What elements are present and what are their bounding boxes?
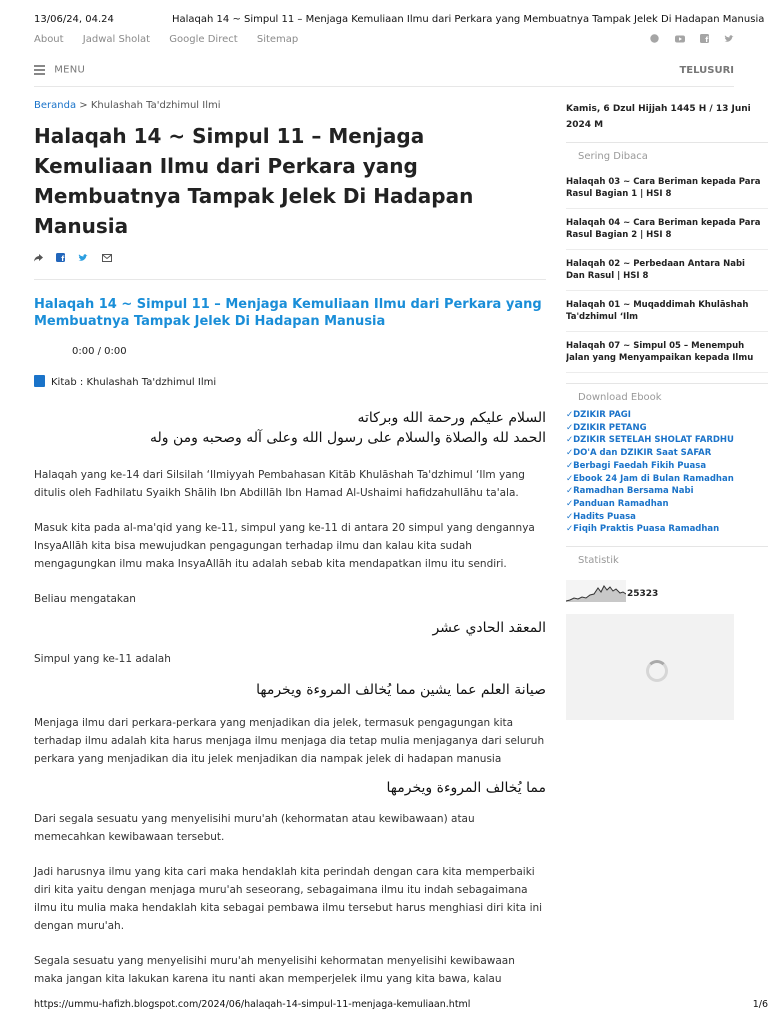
nav-link-google-direct[interactable]: Google Direct bbox=[169, 34, 238, 45]
breadcrumb bbox=[34, 100, 546, 111]
popular-post-item[interactable] bbox=[566, 291, 768, 332]
nav-link-sitemap[interactable]: Sitemap bbox=[256, 34, 299, 45]
ebook-link-dzikir-petang[interactable]: ✓DZIKIR PETANG bbox=[566, 422, 647, 433]
loading-widget bbox=[566, 614, 734, 720]
nav-link-jadwal-sholat[interactable]: Jadwal Sholat bbox=[82, 34, 151, 45]
main-content bbox=[34, 100, 546, 988]
top-navigation bbox=[34, 34, 734, 48]
menu-bar bbox=[34, 63, 734, 79]
loading-spinner-icon bbox=[646, 660, 668, 682]
breadcrumb-current[interactable]: Khulashah Ta'dzhimul Ilmi bbox=[90, 100, 221, 111]
social-links bbox=[638, 34, 734, 46]
post-heading: Halaqah 14 ~ Simpul 11 – Menjaga Kemuliaan Ilmu dari Perkara yang Membuatnya Tampak Jelek Di Hadapan Manusia bbox=[34, 297, 542, 329]
svg-text:f: f bbox=[61, 255, 65, 262]
ebook-link-24-jam-ramadhan[interactable]: ✓Ebook 24 Jam di Bulan Ramadhan bbox=[566, 473, 734, 484]
print-datetime: 13/06/24, 04.24 bbox=[34, 14, 114, 25]
ebook-list bbox=[566, 409, 768, 536]
ebook-link-dzikir-pagi[interactable]: ✓DZIKIR PAGI bbox=[566, 410, 631, 420]
ebook-link-faedah-fikih-puasa[interactable]: ✓Berbagi Faedah Fikih Puasa bbox=[566, 460, 707, 471]
sidebar-date-line-1: Kamis, 6 Dzul Hijjah 1445 H / 13 Juni bbox=[566, 104, 751, 114]
search-button[interactable]: TELUSURI bbox=[679, 65, 734, 76]
popular-post-title-line-1: Halaqah 03 ~ Cara Beriman kepada Para bbox=[566, 177, 761, 187]
popular-post-item[interactable] bbox=[566, 250, 768, 291]
share-forward-icon[interactable] bbox=[34, 254, 46, 265]
share-bar bbox=[34, 253, 546, 267]
paragraph-1: Halaqah yang ke-14 dari Silsilah ‘Ilmiyyah Pembahasan Kitāb Khulāshah Ta'dzhimul ‘Ilm yang ditulis oleh Fadhilatu Syaikh Shālih Ibn Abdillāh Ibn Hamad Al-Ushaimi hafidzahullāhu ta'ala. bbox=[34, 469, 525, 499]
ebook-link-dzikir-setelah-sholat[interactable]: ✓DZIKIR SETELAH SHOLAT FARDHU bbox=[566, 435, 734, 446]
facebook-icon[interactable] bbox=[700, 34, 709, 46]
print-url: https://ummu-hafizh.blogspot.com/2024/06/halaqah-14-simpul-11-menjaga-kemuliaan.html bbox=[34, 999, 471, 1010]
statistics-widget bbox=[566, 580, 768, 602]
popular-post-title-line-2: Ta'dzhimul ‘Ilm bbox=[566, 312, 638, 322]
sidebar-date-line-2: 2024 M bbox=[566, 120, 604, 130]
arabic-text-3: صيانة العلم عما يشين مما يُخالف المروءة ويخرمها bbox=[256, 682, 546, 698]
blogger-icon[interactable] bbox=[650, 34, 659, 46]
ebook-link-fiqih-praktis-puasa[interactable]: ✓Fiqih Praktis Puasa Ramadhan bbox=[566, 524, 720, 535]
breadcrumb-home-link[interactable]: Beranda bbox=[34, 100, 77, 111]
email-share-icon[interactable] bbox=[102, 254, 112, 265]
statistics-title: Statistik bbox=[566, 546, 768, 566]
popular-post-title-line-2: Rasul Bagian 1 | HSI 8 bbox=[566, 189, 672, 199]
ebook-link-doa-safar[interactable]: ✓DO'A dan DZIKIR Saat SAFAR bbox=[566, 448, 712, 459]
menu-button[interactable]: MENU bbox=[54, 64, 86, 76]
twitter-icon[interactable] bbox=[724, 35, 734, 46]
popular-post-title-line-2: Jalan yang Menyampaikan kepada Ilmu bbox=[566, 353, 754, 363]
print-title: Halaqah 14 ~ Simpul 11 – Menjaga Kemuliaan Ilmu dari Perkara yang Membuatnya Tampak Jelek Di Hadapan Manusia bbox=[172, 14, 765, 25]
ebook-link-hadits-puasa[interactable]: ✓Hadits Puasa bbox=[566, 511, 636, 522]
popular-post-item[interactable] bbox=[566, 209, 768, 250]
svg-text:f: f bbox=[705, 36, 709, 43]
arabic-text-4: مما يُخالف المروءة ويخرمها bbox=[386, 780, 546, 796]
post-title: Halaqah 14 ~ Simpul 11 – Menjaga Kemuliaan Ilmu dari Perkara yang Membuatnya Tampak Jelek Di Hadapan Manusia bbox=[34, 124, 474, 238]
arabic-greeting bbox=[34, 408, 546, 448]
facebook-share-icon[interactable] bbox=[56, 254, 68, 265]
statistics-sparkline bbox=[566, 580, 626, 602]
audio-player[interactable] bbox=[72, 346, 546, 357]
print-page-number: 1/6 bbox=[752, 999, 768, 1010]
twitter-share-icon[interactable] bbox=[78, 254, 91, 265]
paragraph-2: Masuk kita pada al-ma'qid yang ke-11, simpul yang ke-11 di antara 20 simpul yang dengannya InsyaAllāh kita bisa mewujudkan pengagungan terhadap ilmu dan kalau kita sudah mengagungkan ilmu maka InsyaAllāh itu adalah sebab kita mendapatkan ilmu itu sendiri. bbox=[34, 522, 535, 570]
paragraph-5: Menjaga ilmu dari perkara-perkara yang menjadikan dia jelek, termasuk pengagungan kita terhadap ilmu adalah kita harus menjaga ilmu menjaga dia tetap mulia menjaganya dari seluruh perkara yang menjadikan dia itu jelek menjadikan dia nampak jelek di hadapan manusia bbox=[34, 717, 545, 765]
arabic-text-2: المعقد الحادي عشر bbox=[432, 620, 546, 636]
statistics-count: 25323 bbox=[627, 589, 659, 600]
popular-post-title-line-1: Halaqah 04 ~ Cara Beriman kepada Para bbox=[566, 218, 761, 228]
arabic-greeting-line-2: الحمد لله والصلاة والسلام على رسول الله وعلى آله وصحبه ومن وله bbox=[150, 430, 546, 446]
popular-post-title-line-2: Rasul Bagian 2 | HSI 8 bbox=[566, 230, 672, 240]
print-footer bbox=[34, 999, 768, 1010]
popular-post-title-line-1: Halaqah 02 ~ Perbedaan Antara Nabi bbox=[566, 259, 745, 269]
popular-post-title-line-2: Dan Rasul | HSI 8 bbox=[566, 271, 649, 281]
sidebar bbox=[566, 100, 768, 720]
arabic-greeting-line-1: السلام عليكم ورحمة الله وبركاته bbox=[357, 410, 546, 426]
popular-posts-title: Sering Dibaca bbox=[566, 142, 768, 162]
popular-post-title-line-1: Halaqah 01 ~ Muqaddimah Khulāshah bbox=[566, 300, 749, 310]
audio-time: 0:00 / 0:00 bbox=[72, 346, 127, 357]
nav-link-about[interactable]: About bbox=[34, 34, 64, 45]
paragraph-8: Segala sesuatu yang menyelisihi muru'ah menyelisihi kehormatan menyelisihi kewibawaan maka jangan kita lakukan karena itu nanti akan memperjelek ilmu yang kita bawa, kalau bbox=[34, 955, 515, 985]
paragraph-4: Simpul yang ke-11 adalah bbox=[34, 653, 171, 665]
popular-post-item[interactable] bbox=[566, 332, 768, 373]
ebook-section-title: Download Ebook bbox=[566, 383, 768, 403]
paragraph-6: Dari segala sesuatu yang menyelisihi muru'ah (kehormatan atau kewibawaan) atau memecahkan kewibawaan tersebut. bbox=[34, 813, 475, 843]
popular-posts-list bbox=[566, 172, 768, 373]
paragraph-3: Beliau mengatakan bbox=[34, 593, 136, 605]
hamburger-menu-icon[interactable] bbox=[34, 63, 45, 77]
post-divider bbox=[34, 279, 546, 280]
kitab-text: Kitab : Khulashah Ta'dzhimul Ilmi bbox=[51, 377, 217, 388]
kitab-line bbox=[34, 375, 546, 388]
ebook-link-ramadhan-bersama-nabi[interactable]: ✓Ramadhan Bersama Nabi bbox=[566, 486, 694, 497]
popular-post-item[interactable] bbox=[566, 172, 768, 209]
breadcrumb-separator: > bbox=[76, 100, 91, 111]
header-divider bbox=[34, 86, 734, 87]
ebook-link-panduan-ramadhan[interactable]: ✓Panduan Ramadhan bbox=[566, 498, 669, 509]
book-icon bbox=[34, 375, 45, 387]
paragraph-7: Jadi harusnya ilmu yang kita cari maka hendaklah kita perindah dengan cara kita memperbaiki diri kita yaitu dengan menjaga muru'ah seseorang, sebagaimana ilmu itu indah sebagaimana ilmu itu mulia maka hendaklah kita sebagai pembawa ilmu tersebut harus menghiasi diri kita ini dengan muru'ah. bbox=[34, 866, 543, 932]
youtube-icon[interactable] bbox=[675, 35, 685, 46]
popular-post-title-line-1: Halaqah 07 ~ Simpul 05 – Menempuh bbox=[566, 341, 745, 351]
